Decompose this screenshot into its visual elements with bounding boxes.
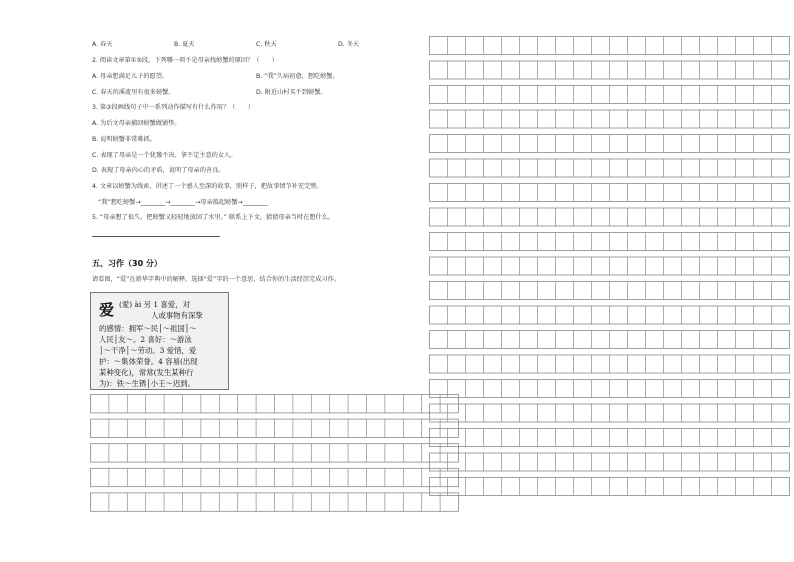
section-prompt: 请看图，“爱”在新华字典中的解释。选择“爱”字的一个意思，结合你的生活经历完成习作。 (92, 276, 340, 283)
dictionary-line: 的感情：拥军～民│～祖国│～ (99, 324, 197, 333)
section-title: 五、习作（30 分） (92, 259, 162, 268)
q4-plot-chain: “我”想吃螃蟹→________→________→母亲捣起螃蟹→________ (98, 199, 268, 206)
question-3: 3. 第③段画线句子中一系列动作描写有什么作用？（ ） (92, 104, 254, 111)
grid-right-svg (429, 36, 792, 505)
writing-grid-right[interactable] (429, 36, 792, 505)
dictionary-line: 人或事物有深挚 (151, 311, 203, 320)
dictionary-headword: 爱 (99, 301, 115, 319)
question-2: 2. 阅读文章第①⑤段，下列哪一项不是母亲找螃蟹的原因？（ ） (92, 57, 279, 64)
dictionary-line: (愛) ài 另 1 喜爱，对 (119, 300, 190, 309)
dictionary-line: │～干净│～劳动。3 爱惜，爱 (99, 346, 197, 355)
option-c: C. 秋天 (256, 41, 277, 48)
q3-option-a: A. 为后文母亲捕回螃蟹做铺垫。 (92, 120, 181, 127)
q3-option-d: D. 表现了母亲内心的矛盾，说明了母亲的善良。 (92, 167, 225, 174)
q2-option-a: A. 母亲想满足儿子的愿望。 (92, 73, 169, 80)
q2-option-c: C. 春天的溪流里有很多螃蟹。 (92, 89, 175, 96)
dictionary-entry-image (90, 292, 229, 390)
dictionary-line: 护：～集体荣誉。4 容易(出现 (99, 357, 198, 366)
dictionary-line: 某种变化)，常常(发生某种行 (99, 368, 194, 377)
writing-grid-bottom[interactable] (90, 394, 461, 516)
option-b: B. 夏天 (174, 41, 195, 48)
dictionary-line: 人民│友～。2 喜好：～游泳 (99, 335, 192, 344)
option-d: D. 冬天 (338, 41, 360, 48)
question-4: 4. 文章以螃蟹为线索，讲述了一个感人至深的故事，照样子，把故事情节补充完整。 (92, 183, 323, 190)
question-5: 5. “母亲想了很久，把螃蟹又轻轻地放回了水里。” 联系上下文，猜猜母亲当时在想什么。 (92, 214, 335, 221)
answer-line (92, 236, 220, 237)
grid-bottom-svg (90, 394, 461, 516)
q3-option-b: B. 说明螃蟹非常难抓。 (92, 136, 156, 143)
dictionary-line: 为)：铁～生锈│小王～迟到。 (99, 379, 196, 388)
option-a: A. 春天 (92, 41, 113, 48)
q2-option-d: D. 附近山村买不到螃蟹。 (256, 89, 327, 96)
q3-option-c: C. 表现了母亲是一个犹豫不决、拿不定主意的女人。 (92, 152, 237, 159)
q2-option-b: B. “我”久病初愈，想吃螃蟹。 (256, 73, 339, 80)
